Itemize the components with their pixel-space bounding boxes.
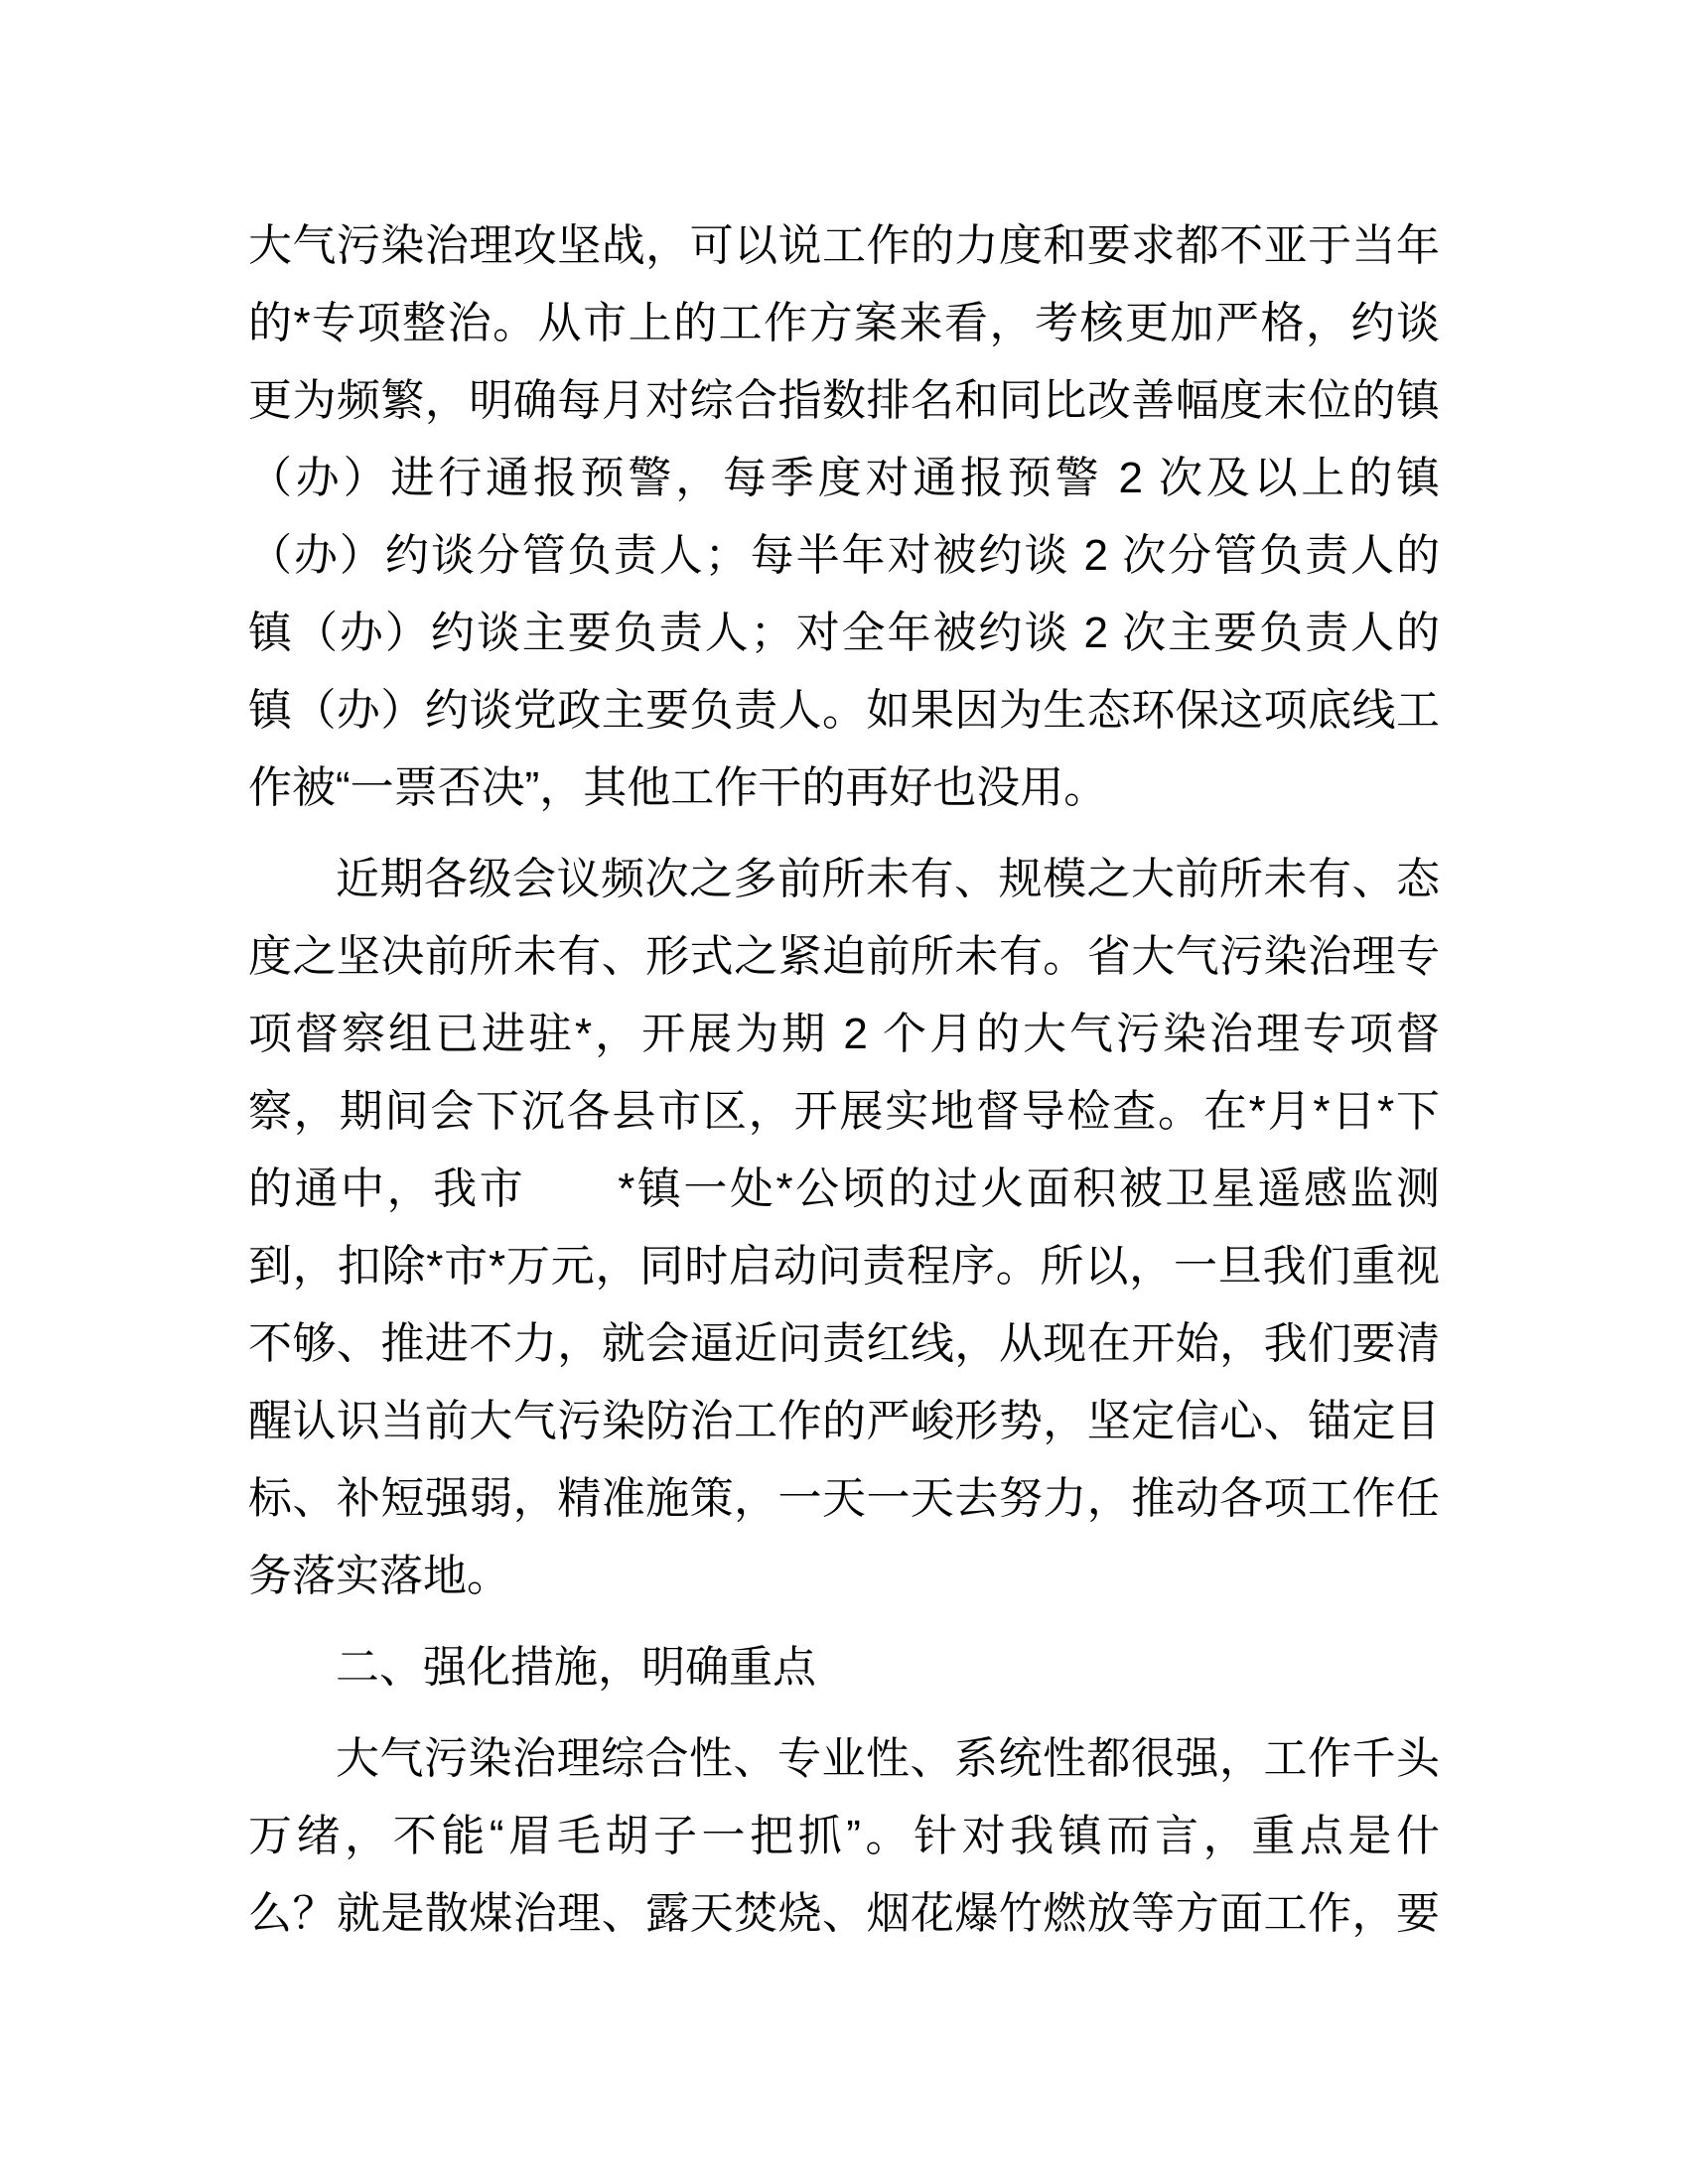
text-line: 标、补短强弱，精准施策，一天一天去努力，推动各项工作任 [248,1474,1440,1523]
text-line: 到，扣除*市*万元，同时启动问责程序。所以，一旦我们重视 [248,1242,1440,1291]
text-line: 么？就是散煤治理、露天焚烧、烟花爆竹燃放等方面工作，要 [248,1889,1440,1938]
paragraph [248,841,1440,1615]
text-line: 醒认识当前大气污染防治工作的严峻形势，坚定信心、锚定目 [248,1397,1440,1445]
text-line: 察，期间会下沉各县市区，开展实地督导检查。在*月*日*下 [248,1087,1440,1136]
text-line: 更为频繁，明确每月对综合指数排名和同比改善幅度末位的镇 [248,376,1440,425]
text-line: 度之坚决前所未有、形式之紧迫前所未有。省大气污染治理专 [248,932,1440,981]
text-line: 的通中，我市 *镇一处*公顷的过火面积被卫星遥感监测 [248,1164,1440,1213]
paragraph-continuation [248,207,1440,827]
text-line: 万绪，不能“眉毛胡子一把抓”。针对我镇而言，重点是什 [248,1812,1440,1860]
paragraph [248,1720,1440,1953]
text-line: 近期各级会议频次之多前所未有、规模之大前所未有、态 [336,855,1440,903]
section-heading: 二、强化措施，明确重点 [336,1643,816,1692]
text-line: 镇（办）约谈党政主要负责人。如果因为生态环保这项底线工 [248,686,1440,735]
text-line: 作被“一票否决”，其他工作干的再好也没用。 [248,763,1108,812]
text-line: 大气污染治理综合性、专业性、系统性都很强，工作千头 [336,1734,1440,1783]
text-line: 务落实落地。 [248,1552,510,1600]
text-line: 不够、推进不力，就会逼近问责红线，从现在开始，我们要清 [248,1319,1440,1368]
document-text-column [248,207,1440,1953]
text-line: 大气污染治理攻坚战，可以说工作的力度和要求都不亚于当年 [248,221,1440,270]
text-line: 镇（办）约谈主要负责人；对全年被约谈 2 次主要负责人的 [248,609,1440,657]
text-line: （办）约谈分管负责人；每半年对被约谈 2 次分管负责人的 [248,531,1440,580]
text-line: 的*专项整治。从市上的工作方案来看，考核更加严格，约谈 [248,299,1440,347]
text-line: 项督察组已进驻*，开展为期 2 个月的大气污染治理专项督 [248,1010,1440,1058]
text-line: （办）进行通报预警，每季度对通报预警 2 次及以上的镇 [248,454,1440,502]
